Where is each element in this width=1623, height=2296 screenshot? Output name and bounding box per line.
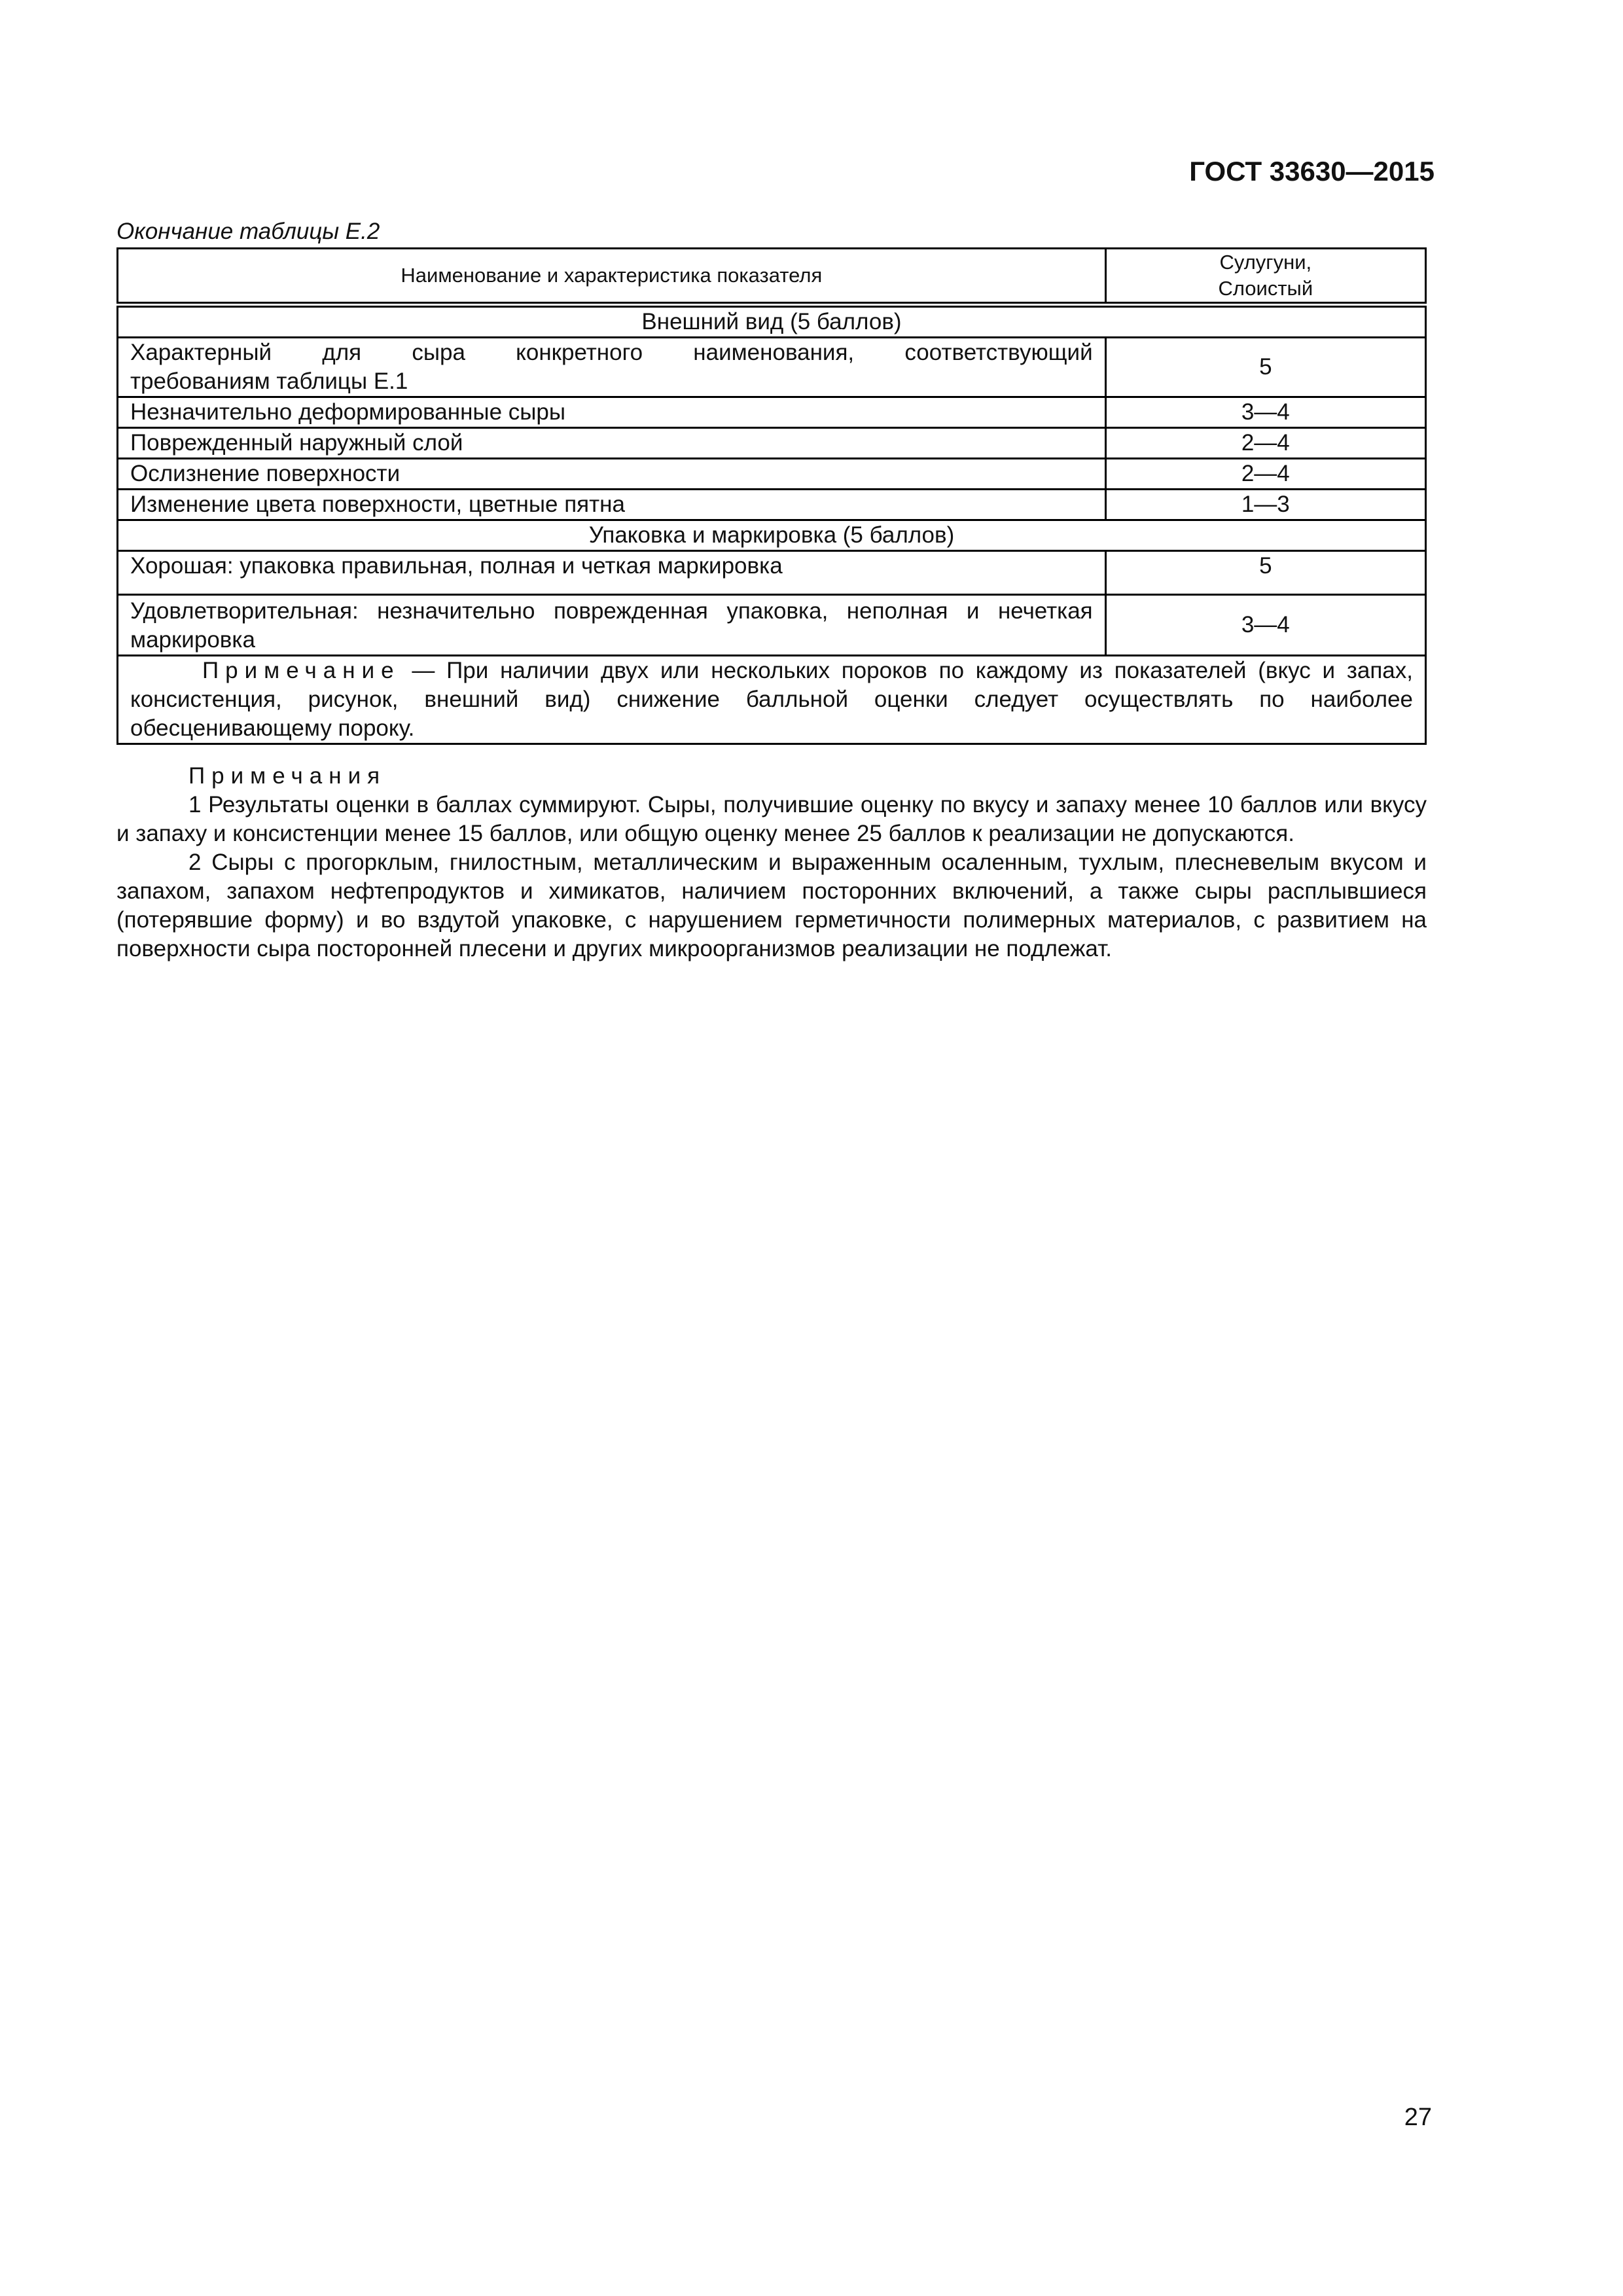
column-header-indicator: Наименование и характеристика показателя xyxy=(118,249,1106,305)
indicator-cell: Незначительно деформированные сыры xyxy=(118,397,1106,428)
indicator-text-line2: требованиям таблицы Е.1 xyxy=(130,368,408,394)
column-header-cheese-line2: Слоистый xyxy=(1218,277,1313,300)
column-header-cheese-line1: Сулугуни, xyxy=(1219,251,1312,274)
indicator-cell: Хорошая: упаковка правильная, полная и четкая маркировка xyxy=(118,551,1106,595)
section-row xyxy=(118,305,1426,338)
indicator-cell xyxy=(118,338,1106,397)
score-cell: 5 xyxy=(1105,338,1425,397)
note-item-2: 2 Сыры с прогорклым, гнилостным, металлическим и выраженным осаленным, тухлым, плесневелым вкусом и запахом, запахом нефтепродуктов и химикатов, наличием посторонних включений, а также сыры расплывшиеся (потерявшие форму) и во вздутой упаковке, с нарушением герметичности полимерных материалов, с развитием на поверхности сыра посторонней плесени и других микроорганизмов реализации не подлежат. xyxy=(116,850,1427,961)
indicator-cell: Изменение цвета поверхности, цветные пятна xyxy=(118,490,1106,520)
table-row xyxy=(118,551,1426,595)
section-title-appearance: Внешний вид (5 баллов) xyxy=(118,305,1426,338)
score-cell: 2—4 xyxy=(1105,428,1425,459)
table-header-row xyxy=(118,249,1426,305)
indicator-cell: Поврежденный наружный слой xyxy=(118,428,1106,459)
score-cell: 5 xyxy=(1105,551,1425,595)
table-caption: Окончание таблицы Е.2 xyxy=(116,219,380,244)
indicator-text-line1: Характерный для сыра конкретного наименования, соответствующий xyxy=(130,340,1093,365)
section-row xyxy=(118,520,1426,551)
notes-title: Примечания xyxy=(188,763,387,789)
page-number: 27 xyxy=(1404,2104,1432,2131)
score-cell: 3—4 xyxy=(1105,397,1425,428)
table-row xyxy=(118,428,1426,459)
notes-block xyxy=(116,762,1427,963)
table-row xyxy=(118,595,1426,656)
score-cell: 2—4 xyxy=(1105,459,1425,490)
standard-designation: ГОСТ 33630—2015 xyxy=(1189,156,1435,187)
section-title-packaging: Упаковка и маркировка (5 баллов) xyxy=(118,520,1426,551)
assessment-table xyxy=(116,247,1427,745)
indicator-cell: Ослизнение поверхности xyxy=(118,459,1106,490)
score-cell: 3—4 xyxy=(1105,595,1425,656)
column-header-cheese xyxy=(1105,249,1425,305)
table-note xyxy=(118,656,1426,744)
indicator-cell: Удовлетворительная: незначительно поврежденная упаковка, неполная и нечеткая маркировка xyxy=(118,595,1106,656)
table-note-label: Примечание xyxy=(202,658,401,683)
note-item-1: 1 Результаты оценки в баллах суммируют. Сыры, получившие оценку по вкусу и запаху менее 10 баллов или вкусу и запаху и консистенции менее 15 баллов, или общую оценку менее 25 баллов к реализации не допускаются. xyxy=(116,792,1427,846)
table-row xyxy=(118,397,1426,428)
table-note-text: — При наличии двух или нескольких пороков по каждому из показателей (вкус и запах, консистенция, рисунок, внешний вид) снижение балльной оценки следует осуществлять по наиболее обесценивающему пороку. xyxy=(130,658,1413,741)
table-row xyxy=(118,338,1426,397)
score-cell: 1—3 xyxy=(1105,490,1425,520)
table-note-row xyxy=(118,656,1426,744)
table-row xyxy=(118,490,1426,520)
table-row xyxy=(118,459,1426,490)
